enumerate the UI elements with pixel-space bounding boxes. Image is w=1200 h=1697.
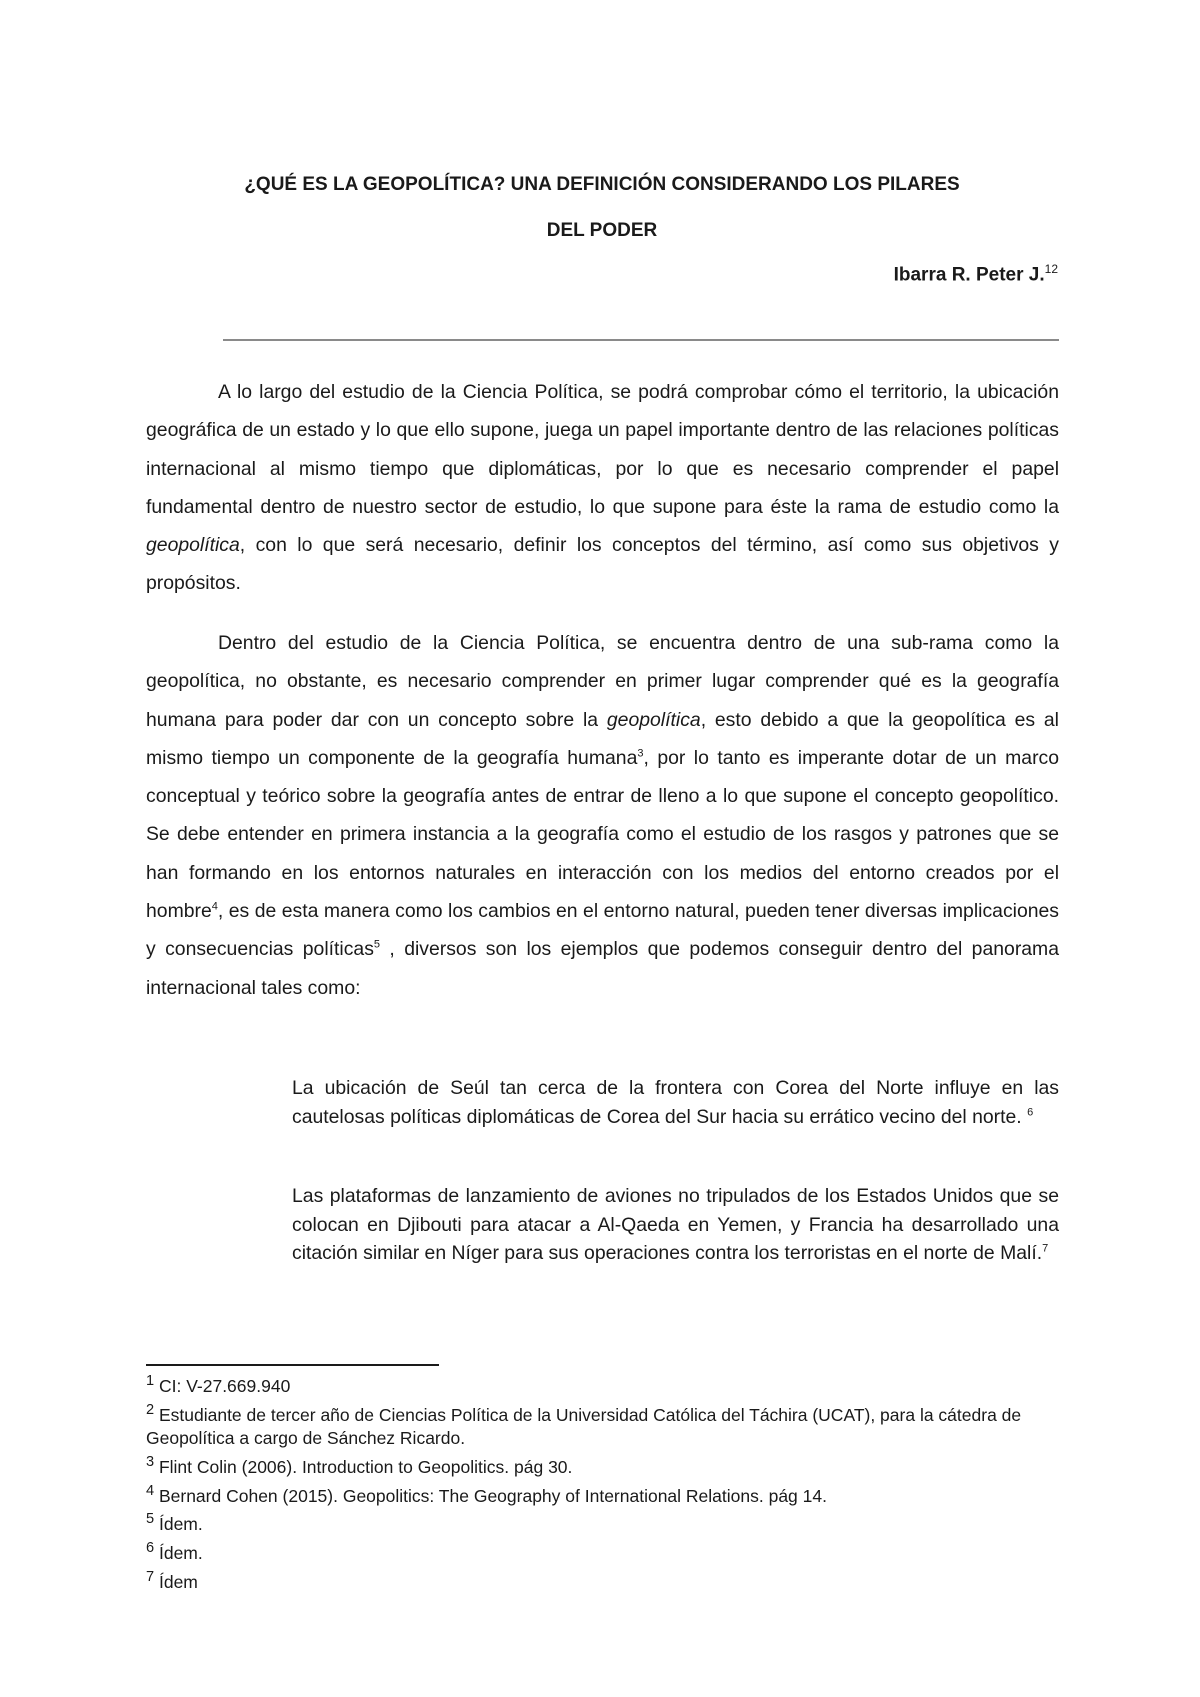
paragraph-2 bbox=[146, 624, 1059, 1018]
footnote-number: 3 bbox=[146, 1454, 155, 1471]
footnote-number: 1 bbox=[146, 1373, 155, 1389]
footnote-2 bbox=[146, 1399, 1059, 1451]
title-line-2: DEL PODER bbox=[546, 220, 658, 241]
paragraph-2-text-e: , diversos son los ejemplos que podemos conseguir dentro del panorama internacional tales como: bbox=[146, 938, 1059, 999]
footnote-text: Ídem. bbox=[154, 1514, 203, 1535]
footnotes-list bbox=[146, 1370, 1059, 1594]
footnote-ref-5[interactable]: 5 bbox=[373, 938, 381, 951]
paragraph-2-text-a: Dentro del estudio de la Ciencia Política, se encuentra dentro de una sub-rama como la geopolítica, no obstante, es necesario comprender en primer lugar comprender qué es la geografía humana para poder dar con un concepto sobre la bbox=[146, 632, 1059, 731]
document-title bbox=[146, 162, 1058, 254]
footnote-text: Flint Colin (2006). Introduction to Geopolitics. pág 30. bbox=[154, 1456, 573, 1477]
footnote-5 bbox=[146, 1508, 1059, 1537]
footnote-4 bbox=[146, 1480, 1059, 1509]
paragraph-2-text-d: , es de esta manera como los cambios en el entorno natural, pueden tener diversas implicaciones y consecuencias políticas bbox=[146, 900, 1059, 961]
footnote-7 bbox=[146, 1566, 1059, 1595]
block-quote-2 bbox=[292, 1182, 1059, 1268]
author-name: Ibarra R. Peter J. bbox=[893, 264, 1045, 286]
paragraph-2-text-c: , por lo tanto es imperante dotar de un marco conceptual y teórico sobre la geografía antes de entrar de lleno a lo que supone el concepto geopolítico. Se debe entender en primera instancia a la geografía como el estudio de los rasgos y patrones que se han formando en los entornos naturales en interacción con los medios del entorno creados por el hombre bbox=[146, 746, 1060, 923]
header-divider bbox=[223, 339, 1059, 341]
footnote-text: Estudiante de tercer año de Ciencias Política de la Universidad Católica del Táchira (UCAT), para la cátedra de Geopolítica a cargo de Sánchez Ricardo. bbox=[146, 1404, 1022, 1449]
paragraph-2-text-b: , esto debido a que la geopolítica es al mismo tiempo un componente de la geografía humana bbox=[146, 708, 1059, 769]
footnote-separator bbox=[146, 1364, 439, 1366]
footnote-3 bbox=[146, 1451, 1059, 1480]
paragraph-1-text-a: A lo largo del estudio de la Ciencia Política, se podrá comprobar cómo el territorio, la ubicación geográfica de un estado y lo que ello supone, juega un papel importante dentro de las relaciones políticas internacional al mismo tiempo que diplomáticas, por lo que es necesario comprender el papel fundamental dentro de nuestro sector de estudio, lo que supone para éste la rama de estudio como la bbox=[146, 381, 1059, 518]
paragraph-1-italic-term: geopolítica bbox=[146, 534, 240, 557]
footnote-6 bbox=[146, 1537, 1059, 1566]
footnote-ref-6[interactable]: 6 bbox=[1027, 1106, 1034, 1119]
footnote-1 bbox=[146, 1370, 1059, 1399]
paragraph-1-text-b: , con lo que será necesario, definir los conceptos del término, así como sus objetivos y propósitos. bbox=[146, 534, 1059, 595]
footnote-text: Bernard Cohen (2015). Geopolitics: The Geography of International Relations. pág 14. bbox=[154, 1485, 827, 1506]
footnote-number: 5 bbox=[146, 1511, 155, 1528]
footnote-number: 6 bbox=[146, 1539, 155, 1556]
footnote-number: 4 bbox=[146, 1482, 155, 1499]
footnote-ref-4[interactable]: 4 bbox=[211, 900, 218, 913]
author-line bbox=[894, 262, 1058, 286]
paragraph-2-italic-term: geopolítica bbox=[606, 708, 701, 731]
author-footnote-marks: 12 bbox=[1044, 262, 1058, 276]
block-quote-1-text: La ubicación de Seúl tan cerca de la frontera con Corea del Norte influye en las cautelosas políticas diplomáticas de Corea del Sur hacia su errático vecino del norte. bbox=[292, 1077, 1059, 1128]
block-quote-2-text: Las plataformas de lanzamiento de aviones no tripulados de los Estados Unidos que se colocan en Djibouti para atacar a Al-Qaeda en Yemen, y Francia ha desarrollado una citación similar en Níger para sus operaciones contra los terroristas en el norte de Malí. bbox=[292, 1185, 1059, 1264]
paragraph-1 bbox=[146, 373, 1059, 614]
footnote-text: Ídem. bbox=[154, 1542, 203, 1563]
footnote-ref-7[interactable]: 7 bbox=[1042, 1242, 1049, 1255]
title-line-1: ¿QUÉ ES LA GEOPOLÍTICA? UNA DEFINICIÓN CONSIDERANDO LOS PILARES bbox=[244, 174, 960, 195]
footnote-text: CI: V-27.669.940 bbox=[154, 1375, 291, 1396]
block-quote-1 bbox=[292, 1074, 1059, 1131]
footnote-text: Ídem bbox=[154, 1571, 198, 1592]
footnote-number: 7 bbox=[146, 1568, 155, 1585]
footnote-number: 2 bbox=[146, 1401, 155, 1418]
footnote-ref-3[interactable]: 3 bbox=[637, 747, 644, 760]
